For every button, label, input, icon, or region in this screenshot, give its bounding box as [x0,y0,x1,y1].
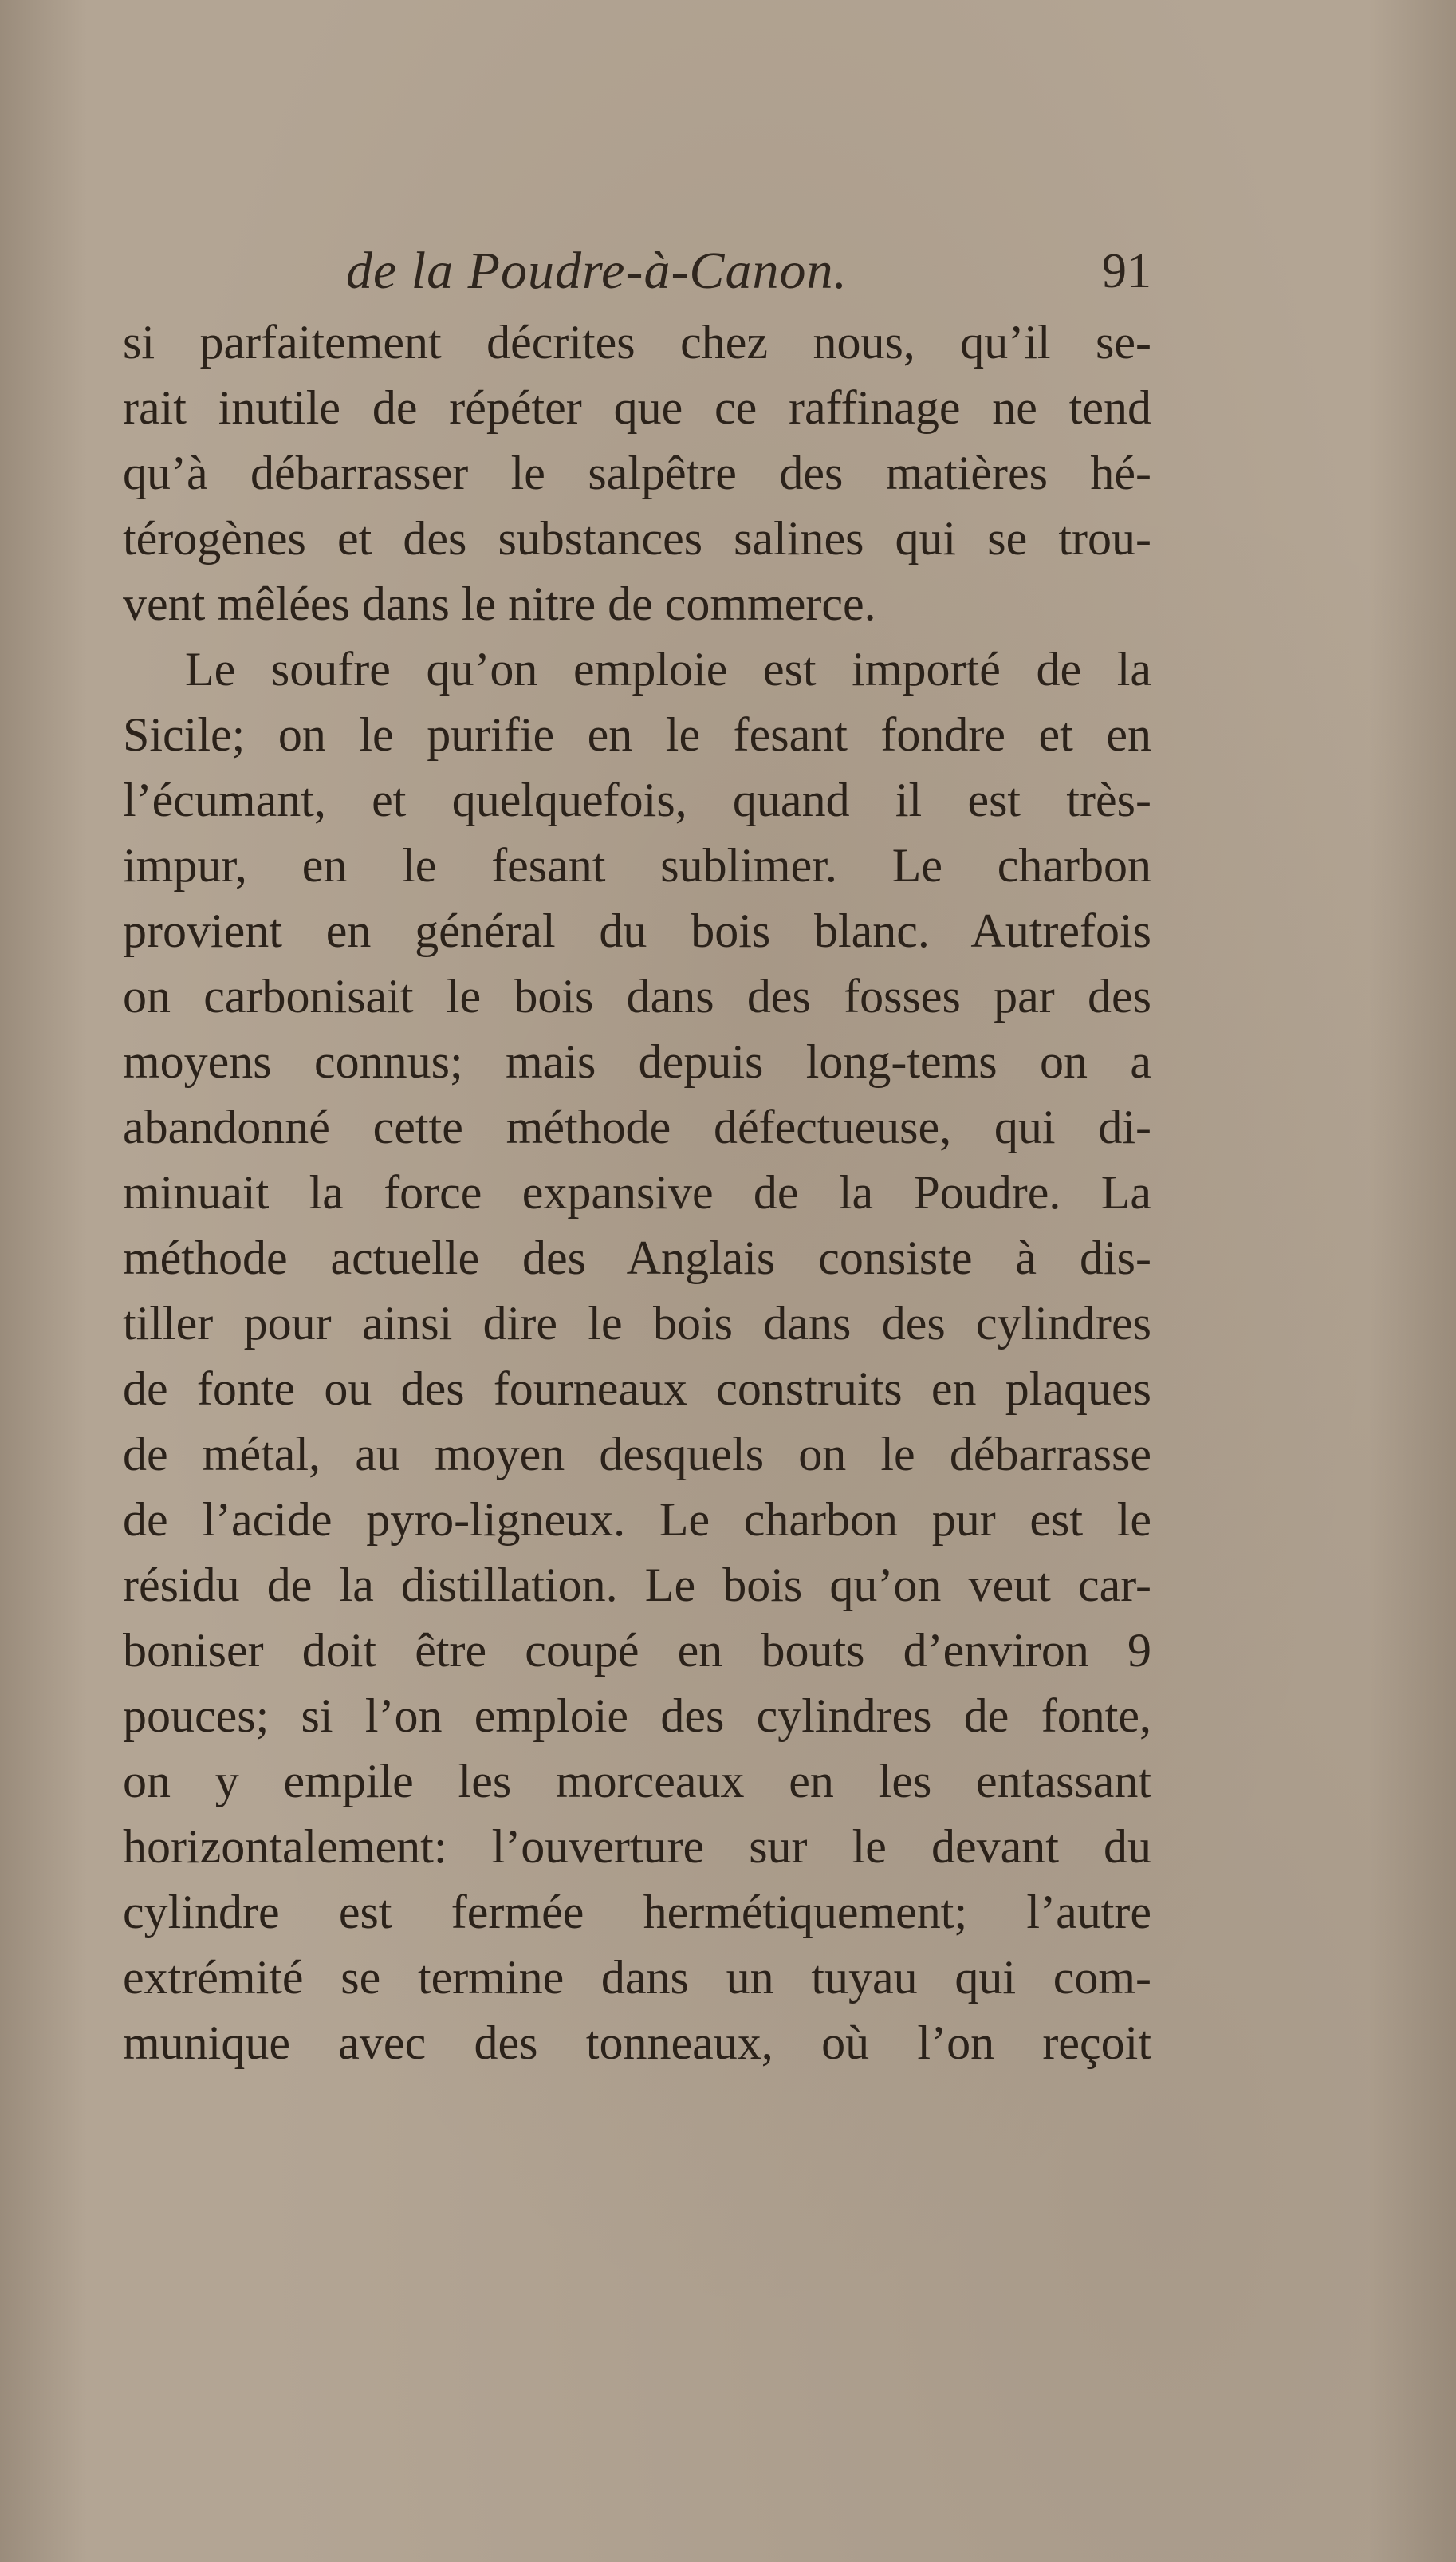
text-line: méthode actuelle des Anglais consiste à dis- [123,1232,1151,1284]
text-line: abandonné cette méthode défectueuse, qui di- [123,1101,1151,1153]
text-line: qu’à débarrasser le salpêtre des matières hé- [123,447,1151,499]
text-line: de fonte ou des fourneaux construits en plaques [123,1362,1151,1415]
text-line: résidu de la distillation. Le bois qu’on veut car- [123,1559,1151,1611]
text-line: Sicile; on le purifie en le fesant fondre et en [123,708,1151,761]
text-line: de métal, au moyen desquels on le débarrasse [123,1428,1151,1480]
text-line: horizontalement: l’ouverture sur le devant du [123,1820,1151,1873]
text-line: l’écumant, et quelquefois, quand il est très- [123,774,1151,826]
page-number: 91 [1102,244,1151,298]
text-line: minuait la force expansive de la Poudre. La [123,1166,1151,1219]
text-line: on y empile les morceaux en les entassant [123,1755,1151,1807]
text-line: térogènes et des substances salines qui se trou- [123,512,1151,565]
running-title: de la Poudre-à-Canon. [346,242,848,300]
text-line: munique avec des tonneaux, où l’on reçoit [123,2016,1151,2069]
text-line: Le soufre qu’on emploie est importé de la [185,643,1151,696]
text-line: si parfaitement décrites chez nous, qu’il se- [123,316,1151,369]
text-line: cylindre est fermée hermétiquement; l’autre [123,1886,1151,1938]
text-line: moyens connus; mais depuis long-tems on a [123,1035,1151,1088]
text-line: boniser doit être coupé en bouts d’environ 9 [123,1624,1151,1677]
text-line: de l’acide pyro-ligneux. Le charbon pur est le [123,1493,1151,1546]
text-line: rait inutile de répéter que ce raffinage ne tend [123,381,1151,434]
text-line: extrémité se termine dans un tuyau qui com- [123,1951,1151,2004]
text-line: tiller pour ainsi dire le bois dans des cylindres [123,1297,1151,1350]
text-line: impur, en le fesant sublimer. Le charbon [123,839,1151,892]
text-line: pouces; si l’on emploie des cylindres de fonte, [123,1689,1151,1742]
text-line: vent mêlées dans le nitre de commerce. [123,577,876,630]
running-head [123,239,1151,303]
text-line: on carbonisait le bois dans des fosses par des [123,970,1151,1023]
text-line: provient en général du bois blanc. Autrefois [123,905,1151,957]
body-text [123,309,1151,2075]
